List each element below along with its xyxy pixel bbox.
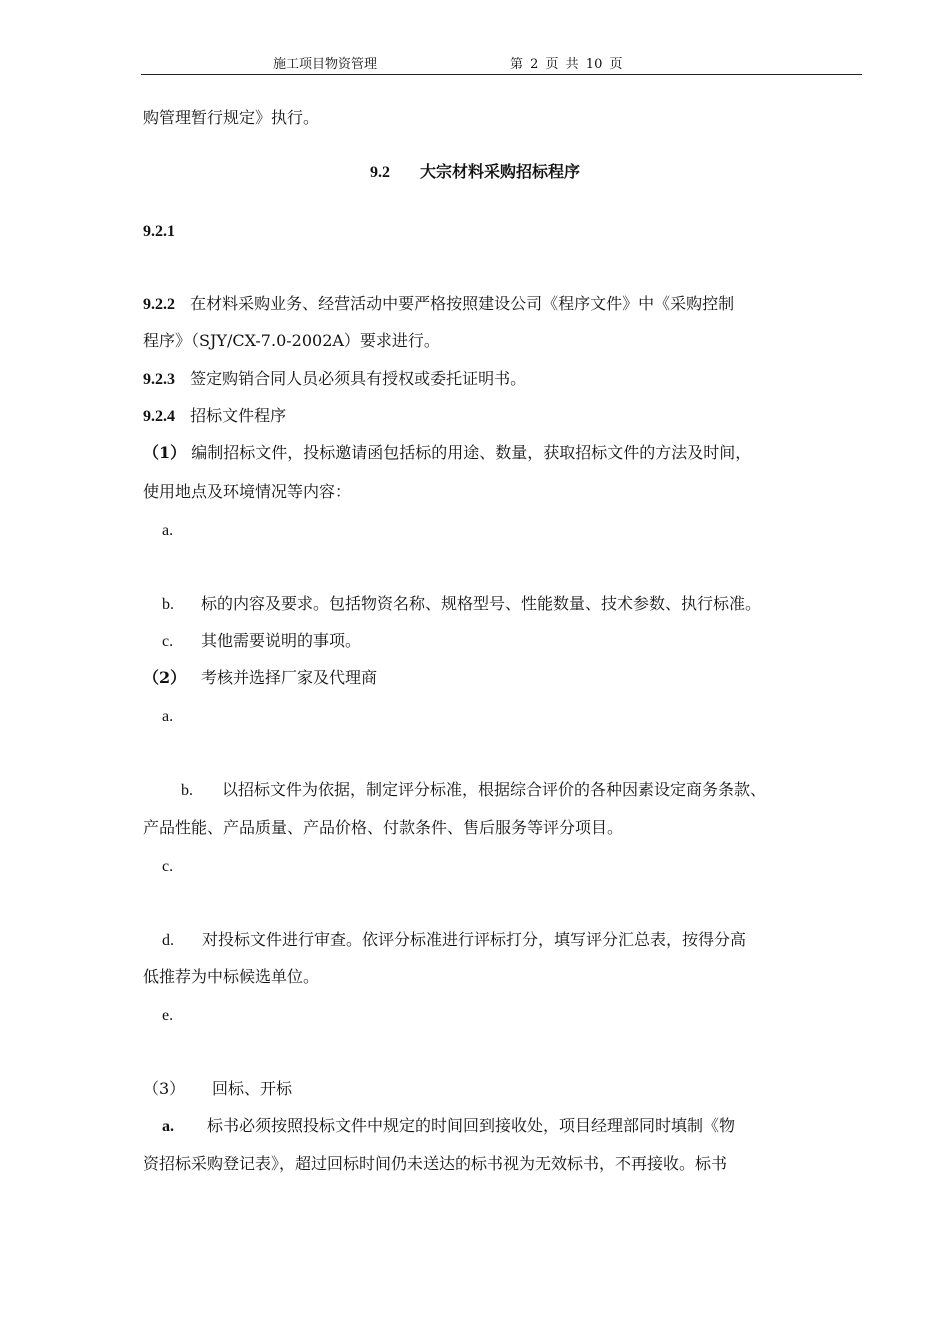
sub-item-marker: a. bbox=[162, 708, 174, 725]
sub-item-text: 以招标文件为依据，制定评分标准，根据综合评价的各种因素设定商务条款、 bbox=[222, 780, 767, 799]
section-heading-number: 9.2 bbox=[369, 164, 390, 181]
sub-item-b-continued bbox=[143, 817, 858, 839]
section-heading-title: 大宗材料采购招标程序 bbox=[419, 162, 580, 181]
sub-item-a bbox=[162, 519, 877, 542]
sub-item-c bbox=[162, 630, 877, 653]
paragraph-text: 购管理暂行规定》执行。 bbox=[143, 108, 320, 127]
sub-item-text: 对投标文件进行审查。依评分标准进行评标打分，填写评分汇总表，按得分高 bbox=[202, 930, 747, 949]
item-marker: （2） bbox=[143, 668, 187, 687]
clause-number: 9.2.1 bbox=[143, 223, 175, 240]
sub-item-a bbox=[162, 705, 877, 728]
section-heading bbox=[0, 161, 950, 184]
sub-item-marker: e. bbox=[162, 1007, 174, 1024]
paragraph-line bbox=[143, 107, 858, 129]
sub-item-text: 低推荐为中标候选单位。 bbox=[143, 967, 320, 986]
item-2 bbox=[143, 667, 858, 689]
clause-text: 程序》（SJY/CX-7.0-2002A）要求进行。 bbox=[143, 331, 440, 350]
sub-item-e bbox=[162, 1004, 877, 1027]
item-1-continued bbox=[143, 481, 858, 503]
item-marker: （3） bbox=[143, 1079, 186, 1098]
item-marker: （1） bbox=[143, 443, 187, 462]
item-3 bbox=[143, 1078, 858, 1100]
sub-item-marker: d. bbox=[162, 932, 174, 949]
sub-item-a bbox=[162, 1115, 862, 1138]
sub-item-b bbox=[181, 779, 861, 802]
sub-item-text: 产品性能、产品质量、产品价格、付款条件、售后服务等评分项目。 bbox=[143, 818, 624, 837]
sub-item-text: 标书必须按照投标文件中规定的时间回到接收处，项目经理部同时填制《物 bbox=[207, 1116, 736, 1135]
sub-item-c bbox=[162, 855, 877, 878]
sub-item-d bbox=[162, 929, 862, 952]
clause-9-2-4 bbox=[143, 405, 858, 428]
clause-9-2-2 bbox=[143, 293, 858, 316]
clause-text: 招标文件程序 bbox=[190, 406, 287, 425]
clause-number: 9.2.2 bbox=[143, 296, 175, 313]
page-header bbox=[141, 56, 862, 75]
sub-item-text: 其他需要说明的事项。 bbox=[201, 631, 362, 650]
item-text: 编制招标文件，投标邀请函包括标的用途、数量，获取招标文件的方法及时间， bbox=[191, 443, 752, 462]
header-page-info: 第 2 页 共 10 页 bbox=[510, 57, 623, 72]
item-text: 使用地点及环境情况等内容： bbox=[143, 482, 352, 501]
clause-text: 签定购销合同人员必须具有授权或委托证明书。 bbox=[190, 369, 527, 388]
clause-number: 9.2.3 bbox=[143, 371, 175, 388]
item-1 bbox=[143, 442, 858, 464]
clause-9-2-3 bbox=[143, 368, 858, 391]
sub-item-marker: a. bbox=[162, 1118, 174, 1135]
clause-text: 在材料采购业务、经营活动中要严格按照建设公司《程序文件》中《采购控制 bbox=[190, 294, 735, 313]
sub-item-marker: c. bbox=[162, 858, 174, 875]
item-text: 回标、开标 bbox=[212, 1079, 293, 1098]
sub-item-marker: b. bbox=[162, 596, 174, 613]
header-title: 施工项目物资管理 bbox=[273, 57, 378, 72]
item-text: 考核并选择厂家及代理商 bbox=[201, 668, 378, 687]
sub-item-marker: c. bbox=[162, 633, 174, 650]
sub-item-marker: b. bbox=[181, 782, 193, 799]
sub-item-marker: a. bbox=[162, 522, 174, 539]
sub-item-b bbox=[162, 593, 862, 616]
sub-item-text: 资招标采购登记表》，超过回标时间仍未送达的标书视为无效标书，不再接收。标书 bbox=[143, 1154, 728, 1173]
sub-item-a-continued bbox=[143, 1153, 858, 1175]
clause-number: 9.2.4 bbox=[143, 408, 175, 425]
clause-9-2-2-continued bbox=[143, 330, 858, 352]
sub-item-d-continued bbox=[143, 966, 858, 988]
clause-9-2-1 bbox=[143, 220, 858, 243]
sub-item-text: 标的内容及要求。包括物资名称、规格型号、性能数量、技术参数、执行标准。 bbox=[201, 594, 762, 613]
